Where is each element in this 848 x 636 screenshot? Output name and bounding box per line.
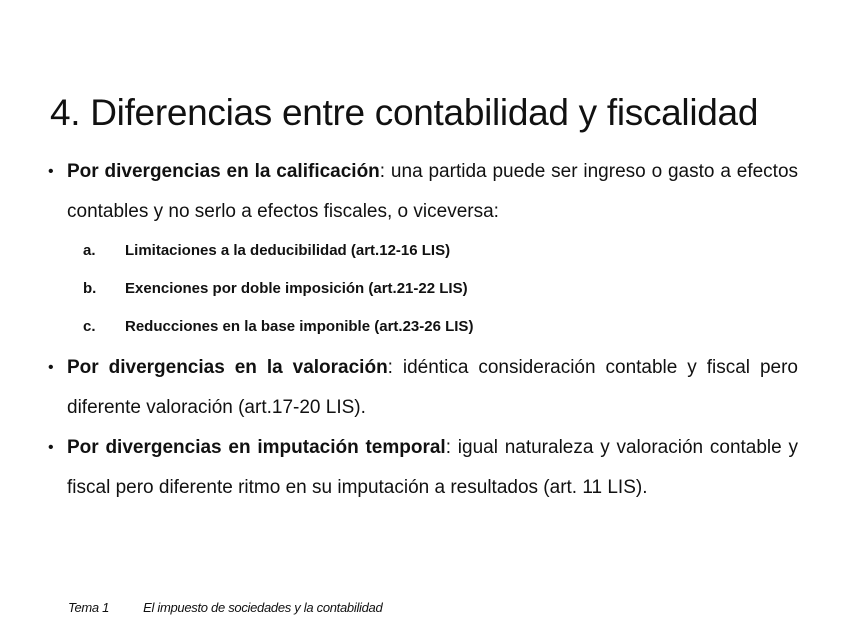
sub-list — [48, 232, 798, 346]
bullet-icon: • — [48, 439, 54, 456]
slide-title: 4. Diferencias entre contabilidad y fiscalidad — [50, 92, 759, 133]
slide-footer — [68, 600, 382, 615]
bullet-icon: • — [48, 163, 54, 180]
bullet-lead: Por divergencias en la valoración — [67, 357, 388, 378]
bullet-text: : una partida puede ser ingreso o gasto a efectos contables y no serlo a efectos fiscales, o viceversa: — [67, 161, 799, 222]
sub-list-text: Limitaciones a la deducibilidad (art.12-16 LIS) — [125, 242, 451, 259]
sub-list-marker: b. — [83, 280, 97, 297]
bullet-item — [48, 348, 798, 428]
bullet-lead: Por divergencias en la calificación — [67, 161, 380, 182]
sub-list-item — [48, 270, 798, 308]
sub-list-item — [48, 308, 798, 346]
bullet-item — [48, 152, 798, 232]
bullet-lead: Por divergencias en imputación temporal — [67, 437, 446, 458]
bullet-text: : igual naturaleza y valoración contable y fiscal pero diferente ritmo en su imputación a resultados (art. 11 LIS). — [67, 437, 798, 498]
sub-list-marker: c. — [83, 318, 96, 335]
footer-tema: Tema 1 — [68, 600, 110, 615]
bullet-text: : idéntica consideración contable y fiscal pero diferente valoración (art.17-20 LIS). — [67, 357, 798, 418]
footer-topic: El impuesto de sociedades y la contabilidad — [143, 600, 383, 615]
sub-list-item — [48, 232, 798, 270]
slide-content — [48, 152, 798, 508]
sub-list-text: Exenciones por doble imposición (art.21-22 LIS) — [125, 280, 468, 297]
bullet-item — [48, 428, 798, 508]
sub-list-text: Reducciones en la base imponible (art.23-26 LIS) — [125, 318, 474, 335]
sub-list-marker: a. — [83, 242, 96, 259]
bullet-icon: • — [48, 359, 54, 376]
